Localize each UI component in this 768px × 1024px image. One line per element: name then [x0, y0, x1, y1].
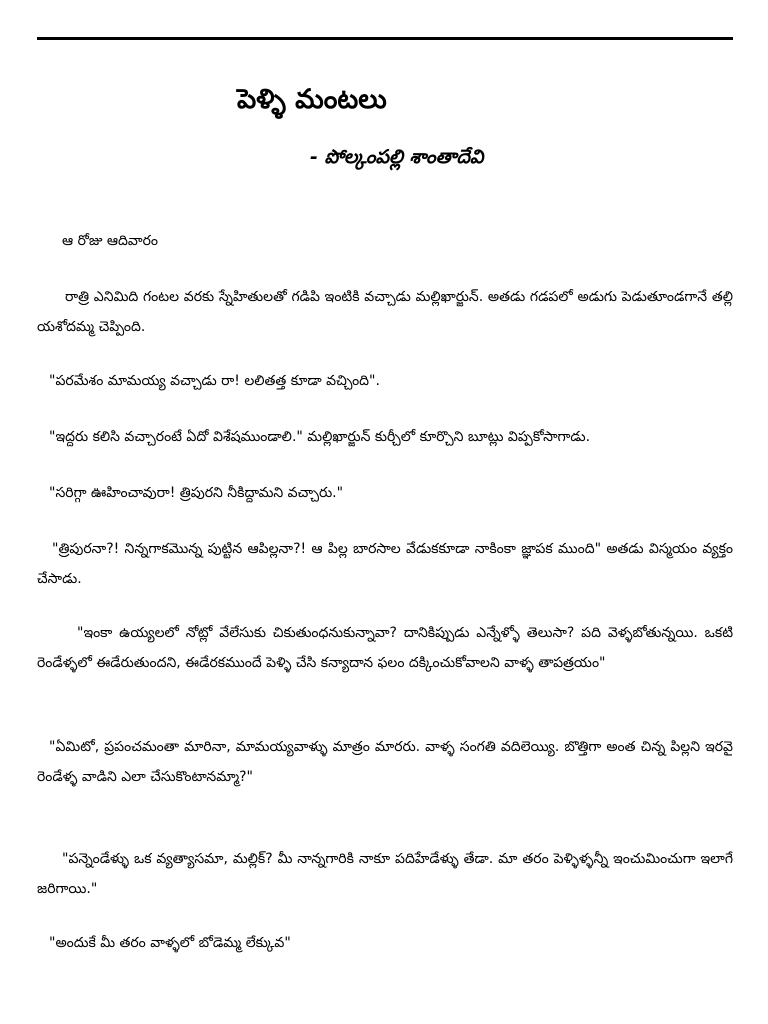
- document-title: పెళ్ళి మంటలు: [237, 84, 387, 115]
- paragraph-7: "ఇంకా ఉయ్యలలో నోట్లో వేలేసుకు చికుతుంధనుకున్నావా? దానికిప్పుడు ఎన్నేళ్ళో తెలుసా? పది వెళ్ళబోతున్నయి. ఒకటి రెండేళ్ళలో ఈడేరుతుందని, ఈడేరకముందే పెళ్ళి చేసి కన్యాదాన ఫలం దక్కించుకోవాలని వాళ్ళ తాపత్రయం": [37, 625, 733, 671]
- document-author: - పోల్కంపల్లి శాంతాదేవి: [310, 146, 484, 168]
- paragraph-10: "అందుకే మీ తరం వాళ్ళలో బోడెమ్మ లేక్కువ": [49, 935, 291, 951]
- paragraph-6: "త్రిపురనా?! నిన్నగాకమొన్న పుట్టిన ఆపిల్లనా?! ఆ పిల్ల బారసాల వేడుకకూడా నాకింకా జ్ఞాపక ముంది" అతడు విస్మయం వ్యక్తం చేసాడు.: [37, 541, 733, 587]
- paragraph-8: "ఏమిటో, ప్రపంచమంతా మారినా, మామయ్యవాళ్ళు మాత్రం మారరు. వాళ్ళ సంగతి వదిలెయ్యి. బొత్తిగా అంత చిన్న పిల్లని ఇరవై రెండేళ్ళ వాడిని ఎలా చేసుకొంటానమ్మా?": [37, 739, 733, 785]
- paragraph-2: రాత్రి ఎనిమిది గంటల వరకు స్నేహితులతో గడిపి ఇంటికి వచ్చాడు మల్లిఖార్జున్. అతడు గడపలో అడుగు పెడుతూండగానే తల్లి యశోదమ్మ చెప్పింది.: [37, 289, 733, 335]
- paragraph-5: "సరిగ్గా ఊహించావురా! త్రిపురని నీకిద్దామని వచ్చారు.": [49, 485, 344, 501]
- paragraph-9: "పన్నెండేళ్ళు ఒక వ్యత్యాసమా, మల్లిక్? మీ నాన్నగారికి నాకూ పదిహేడేళ్ళు తేడా. మా తరం పెళ్ళిళ్ళన్నీ ఇంచుమించుగా ఇలాగే జరిగాయి.": [37, 851, 733, 897]
- paragraph-1: ఆ రోజు ఆదివారం: [62, 233, 158, 249]
- top-rule: [37, 37, 733, 40]
- paragraph-3: "పరమేశం మామయ్య వచ్చాడు రా! లలితత్త కూడా వచ్చింది".: [49, 373, 380, 389]
- paragraph-4: "ఇద్దరు కలిసి వచ్చారంటే ఏదో విశేషముండాలి." మల్లిఖార్జున్ కుర్చీలో కూర్చొని బూట్లు విప్పకోసాగాడు.: [49, 429, 591, 445]
